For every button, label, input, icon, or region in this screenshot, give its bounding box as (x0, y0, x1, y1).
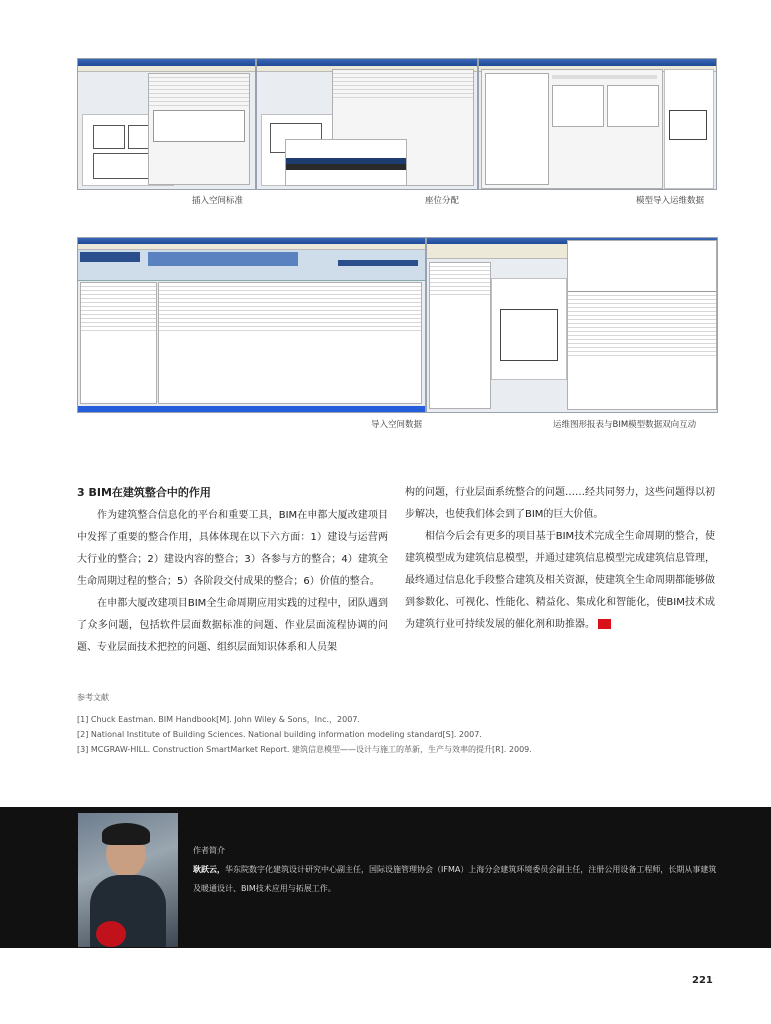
author-name: 耿跃云， (193, 865, 225, 874)
author-bio: 华东院数字化建筑设计研究中心副主任，国际设施管理协会（IFMA）上海分会建筑环境委员会副主任，注册公用设备工程师，长期从事建筑及暖通设计、BIM技术应用与拓展工作。 (193, 865, 717, 893)
author-photo (78, 813, 178, 947)
author-bio-text (193, 841, 718, 898)
paragraph: 在申都大厦改建项目BIM全生命周期应用实践的过程中，团队遇到了众多问题，包括软件层面数据标准的问题、作业层面流程协调的问题、专业层面技术把控的问题、组织层面知识体系和人员架 (77, 598, 388, 653)
screenshot-seat-allocation (256, 58, 478, 190)
references-heading: 参考文献 (77, 693, 109, 702)
caption-import-space-data: 导入空间数据 (371, 420, 423, 430)
author-bio-band (0, 807, 771, 948)
author-heading: 作者简介 (193, 846, 225, 855)
section-title: 3 BIM在建筑整合中的作用 (77, 486, 211, 499)
caption-model-import-ops-data: 模型导入运维数据 (636, 196, 705, 206)
reference-item: [1] Chuck Eastman. BIM Handbook[M]. John Wiley & Sons，Inc.，2007. (77, 715, 360, 724)
references (77, 690, 717, 757)
section-right-column (405, 482, 715, 636)
end-mark-logo: AT (598, 619, 611, 629)
reference-item: [3] MCGRAW-HILL. Construction SmartMarket Report. 建筑信息模型——设计与施工的革新，生产与效率的提升[R]. 2009. (77, 745, 532, 754)
section-left-column (77, 484, 388, 659)
reference-item: [2] National Institute of Building Sciences. National building information modeling standard[S]. 2007. (77, 730, 482, 739)
screenshot-insert-space-standard (77, 58, 256, 190)
page-number: 221 (692, 975, 713, 986)
screenshot-ops-report-bim-interaction (426, 237, 718, 413)
screenshot-import-space-data (77, 237, 426, 413)
caption-insert-space-standard: 插入空间标准 (192, 196, 244, 206)
paragraph: 作为建筑整合信息化的平台和重要工具，BIM在申都大厦改建项目中发挥了重要的整合作用，具体体现在以下六方面：1）建设与运营两大行业的整合；2）建设内容的整合；3）各参与方的整合；4）建筑全生命周期过程的整合；5）各阶段交付成果的整合；6）价值的整合。 (77, 510, 388, 587)
paragraph (405, 526, 715, 636)
screenshot-model-import-ops-data (478, 58, 717, 190)
caption-ops-report-bim-interaction: 运维图形报表与BIM模型数据双向互动 (553, 420, 697, 430)
caption-seat-allocation: 座位分配 (425, 196, 460, 206)
paragraph-text: 相信今后会有更多的项目基于BIM技术完成全生命周期的整合，使建筑模型成为建筑信息模型，并通过建筑信息模型完成建筑信息管理，最终通过信息化手段整合建筑及相关资源，使建筑全生命周期都能够做到参数化、可视化、性能化、精益化、集成化和智能化，使BIM技术成为建筑行业可持续发展的催化剂和助推器。 (405, 531, 715, 630)
author-description (193, 860, 718, 898)
paragraph: 构的问题，行业层面系统整合的问题……经共同努力，这些问题得以初步解决，也使我们体会到了BIM的巨大价值。 (405, 487, 715, 520)
